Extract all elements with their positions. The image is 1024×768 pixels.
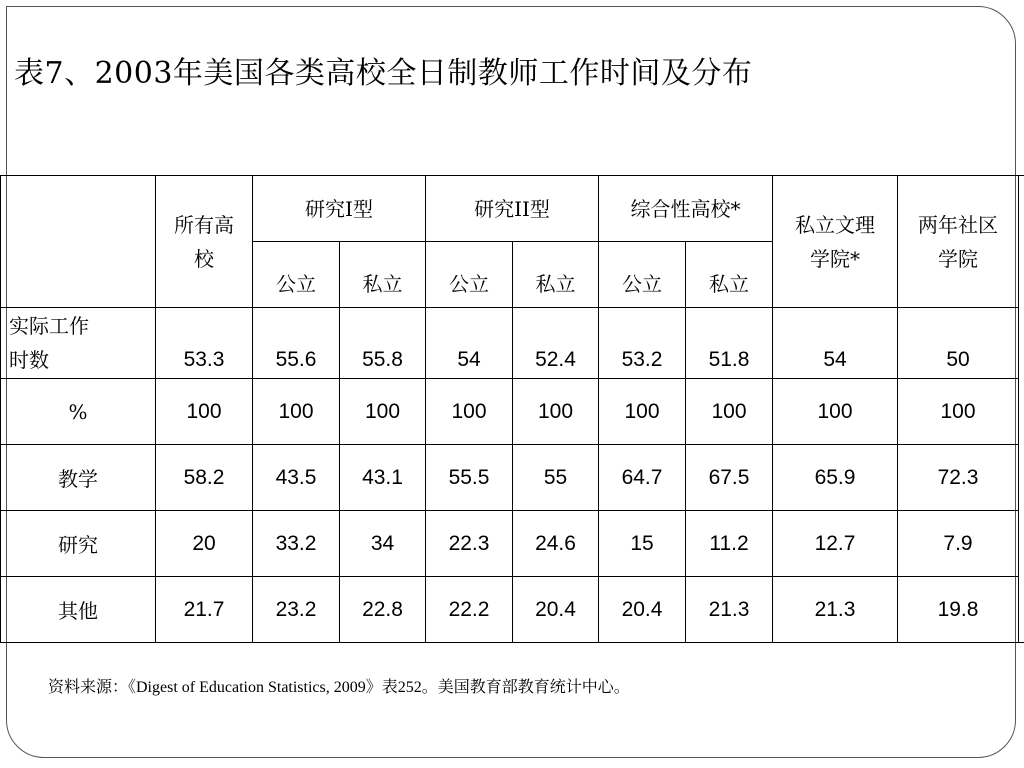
table-cell: 22.8 xyxy=(340,577,426,643)
table-cell: 43.1 xyxy=(340,445,426,511)
header-private: 私立 xyxy=(340,242,426,308)
row-label: % xyxy=(1,379,156,445)
row-label: 教学 xyxy=(1,445,156,511)
faculty-hours-table xyxy=(0,175,1024,643)
row-label: 实际工作时数 xyxy=(1,308,156,379)
table-cell: 72.3 xyxy=(898,445,1019,511)
table-cell: 21.3 xyxy=(686,577,773,643)
header-public: 公立 xyxy=(599,242,686,308)
table-row xyxy=(1,445,1024,511)
table-row xyxy=(1,577,1024,643)
table-cell: 64.7 xyxy=(599,445,686,511)
table-cell: 100 xyxy=(156,379,253,445)
table-cell: 53.3 xyxy=(156,308,253,379)
table-cell: 55 xyxy=(513,445,599,511)
header-liberal-arts: 私立文理学院* xyxy=(773,176,898,308)
table-cell: 33.2 xyxy=(253,511,340,577)
table-row xyxy=(1,379,1024,445)
table-cell: 54 xyxy=(426,308,513,379)
table-cell: 11.2 xyxy=(686,511,773,577)
table-cell: 15 xyxy=(599,511,686,577)
table-cell: 20.4 xyxy=(513,577,599,643)
table-cell: 22.2 xyxy=(426,577,513,643)
table-cell: 100 xyxy=(253,379,340,445)
table-cell: 100 xyxy=(686,379,773,445)
right-edge-cell xyxy=(1019,176,1024,643)
table-cell: 100 xyxy=(898,379,1019,445)
table-cell: 7.9 xyxy=(898,511,1019,577)
header-research-2: 研究II型 xyxy=(426,176,599,242)
table-cell: 43.5 xyxy=(253,445,340,511)
table-cell: 65.9 xyxy=(773,445,898,511)
table-cell: 21.7 xyxy=(156,577,253,643)
table-cell: 55.5 xyxy=(426,445,513,511)
table-cell: 58.2 xyxy=(156,445,253,511)
header-private: 私立 xyxy=(513,242,599,308)
table-cell: 22.3 xyxy=(426,511,513,577)
header-comprehensive: 综合性高校* xyxy=(599,176,773,242)
slide-title: 表7、2003年美国各类高校全日制教师工作时间及分布 xyxy=(14,56,753,91)
source-note: 资料来源：《Digest of Education Statistics, 2009》表252。美国教育部教育统计中心。 xyxy=(48,679,630,696)
table-cell: 12.7 xyxy=(773,511,898,577)
table-cell: 50 xyxy=(898,308,1019,379)
table-cell: 67.5 xyxy=(686,445,773,511)
table-cell: 20 xyxy=(156,511,253,577)
header-all-institutions: 所有高校 xyxy=(156,176,253,308)
header-community-college: 两年社区学院 xyxy=(898,176,1019,308)
row-label: 其他 xyxy=(1,577,156,643)
table-cell: 23.2 xyxy=(253,577,340,643)
header-public: 公立 xyxy=(253,242,340,308)
table-cell: 100 xyxy=(426,379,513,445)
table-cell: 100 xyxy=(340,379,426,445)
table-cell: 20.4 xyxy=(599,577,686,643)
table-cell: 51.8 xyxy=(686,308,773,379)
table-cell: 55.6 xyxy=(253,308,340,379)
header-public: 公立 xyxy=(426,242,513,308)
table-cell: 100 xyxy=(513,379,599,445)
table-cell: 54 xyxy=(773,308,898,379)
header-private: 私立 xyxy=(686,242,773,308)
corner-cell xyxy=(1,176,156,308)
table-cell: 100 xyxy=(773,379,898,445)
table-row xyxy=(1,308,1024,379)
header-research-1: 研究I型 xyxy=(253,176,426,242)
table-cell: 52.4 xyxy=(513,308,599,379)
table-cell: 21.3 xyxy=(773,577,898,643)
table-cell: 34 xyxy=(340,511,426,577)
table-cell: 100 xyxy=(599,379,686,445)
table-cell: 53.2 xyxy=(599,308,686,379)
table-row xyxy=(1,511,1024,577)
table-cell: 24.6 xyxy=(513,511,599,577)
table-cell: 19.8 xyxy=(898,577,1019,643)
row-label: 研究 xyxy=(1,511,156,577)
table-cell: 55.8 xyxy=(340,308,426,379)
